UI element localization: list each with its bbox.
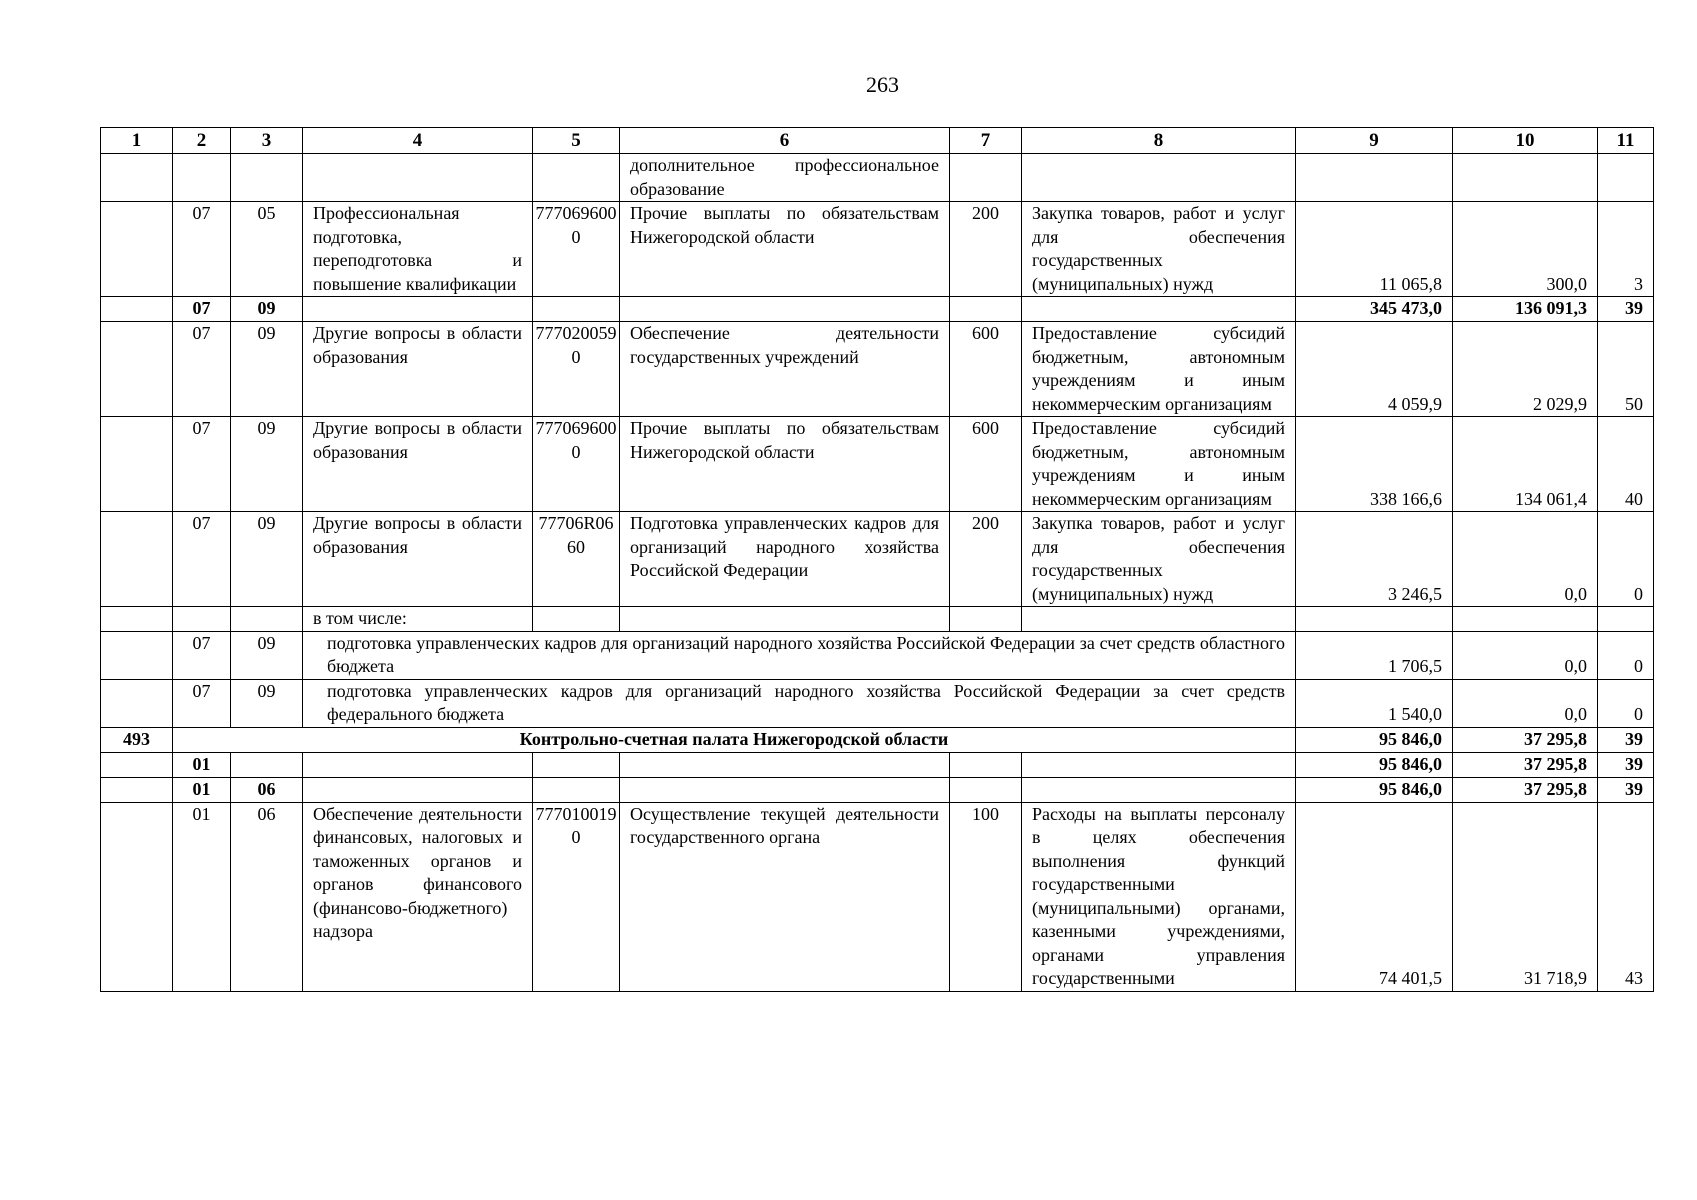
page-number: 263: [866, 72, 899, 97]
cell-section: 01: [173, 802, 231, 991]
cell-percent: 3: [1598, 202, 1654, 297]
cell-actual: 0,0: [1453, 631, 1598, 679]
subtotal-row: [101, 297, 1654, 322]
cell-description: Прочие выплаты по обязательствам Нижегородской области: [620, 202, 950, 297]
cell-expense-name: Закупка товаров, работ и услуг для обеспечения государственных (муниципальных) нужд: [1022, 202, 1296, 297]
cell-target-code: 7770696000: [533, 202, 620, 297]
cell-actual: 37 295,8: [1453, 777, 1598, 802]
cell-subsection: 09: [231, 631, 303, 679]
cell-actual: 134 061,4: [1453, 417, 1598, 512]
col-header-1: 1: [101, 128, 173, 154]
cell-name: Обеспечение деятельности финансовых, налоговых и таможенных органов и органов финансового (финансово-бюджетного) надзора: [303, 802, 533, 991]
cell-section: 07: [173, 631, 231, 679]
cell-expense-name: Расходы на выплаты персоналу в целях обеспечения выполнения функций государственными (муниципальными) органами, казенными учреждениями, органами управления государственными: [1022, 802, 1296, 991]
cell-section: 01: [173, 777, 231, 802]
cell-percent: 40: [1598, 417, 1654, 512]
header-row: [101, 128, 1654, 154]
cell-actual: 136 091,3: [1453, 297, 1598, 322]
cell-plan: 338 166,6: [1296, 417, 1453, 512]
table-row: [101, 512, 1654, 607]
cell-subsection: 09: [231, 679, 303, 727]
cell-percent: 0: [1598, 512, 1654, 607]
cell-section: 07: [173, 679, 231, 727]
cell-plan: 11 065,8: [1296, 202, 1453, 297]
table-row: [101, 154, 1654, 202]
subtotal-row: [101, 777, 1654, 802]
cell-plan: 1 706,5: [1296, 631, 1453, 679]
cell-expense-type: 600: [950, 417, 1022, 512]
cell-expense-name: Предоставление субсидий бюджетным, автономным учреждениям и иным некоммерческим организациям: [1022, 417, 1296, 512]
cell-subsection: 09: [231, 512, 303, 607]
table-row: [101, 679, 1654, 727]
table-row: [101, 417, 1654, 512]
cell-percent: 50: [1598, 322, 1654, 417]
cell-plan: 3 246,5: [1296, 512, 1453, 607]
cell-percent: 39: [1598, 297, 1654, 322]
cell-plan: 345 473,0: [1296, 297, 1453, 322]
cell-including-item: подготовка управленческих кадров для организаций народного хозяйства Российской Федерации за счет средств федерального бюджета: [303, 679, 1296, 727]
organization-row: [101, 727, 1654, 752]
cell-target-code: 7770200590: [533, 322, 620, 417]
cell-actual: 31 718,9: [1453, 802, 1598, 991]
cell-plan: 95 846,0: [1296, 752, 1453, 777]
cell-plan: 95 846,0: [1296, 727, 1453, 752]
cell-section: 01: [173, 752, 231, 777]
cell-percent: 43: [1598, 802, 1654, 991]
col-header-4: 4: [303, 128, 533, 154]
col-header-6: 6: [620, 128, 950, 154]
cell-expense-type: 200: [950, 202, 1022, 297]
table-row: [101, 322, 1654, 417]
cell-plan: 1 540,0: [1296, 679, 1453, 727]
cell-description: Подготовка управленческих кадров для организаций народного хозяйства Российской Федерации: [620, 512, 950, 607]
cell-target-code: 77706R0660: [533, 512, 620, 607]
cell-section: 07: [173, 417, 231, 512]
cell-percent: 39: [1598, 752, 1654, 777]
col-header-11: 11: [1598, 128, 1654, 154]
cell-percent: 0: [1598, 679, 1654, 727]
table-row: [101, 802, 1654, 991]
col-header-3: 3: [231, 128, 303, 154]
col-header-7: 7: [950, 128, 1022, 154]
cell-plan: 74 401,5: [1296, 802, 1453, 991]
cell-plan: 95 846,0: [1296, 777, 1453, 802]
cell-subsection: 06: [231, 802, 303, 991]
cell-expense-type: 200: [950, 512, 1022, 607]
col-header-10: 10: [1453, 128, 1598, 154]
cell-section: 07: [173, 202, 231, 297]
cell-percent: 0: [1598, 631, 1654, 679]
cell-section: 07: [173, 512, 231, 607]
cell-actual: 0,0: [1453, 679, 1598, 727]
cell-subsection: 06: [231, 777, 303, 802]
table-row: [101, 607, 1654, 632]
cell-plan: 4 059,9: [1296, 322, 1453, 417]
cell-expense-name: Закупка товаров, работ и услуг для обеспечения государственных (муниципальных) нужд: [1022, 512, 1296, 607]
cell-org-code: 493: [101, 727, 173, 752]
cell-name: Профессиональная подготовка, переподготовка и повышение квалификации: [303, 202, 533, 297]
cell-percent: 39: [1598, 777, 1654, 802]
cell-subsection: 09: [231, 322, 303, 417]
cell-actual: 2 029,9: [1453, 322, 1598, 417]
cell-description: дополнительное профессиональное образование: [620, 154, 950, 202]
cell-section: 07: [173, 322, 231, 417]
cell-name: Другие вопросы в области образования: [303, 512, 533, 607]
cell-including-item: подготовка управленческих кадров для организаций народного хозяйства Российской Федерации за счет средств областного бюджета: [303, 631, 1296, 679]
cell-target-code: 7770696000: [533, 417, 620, 512]
subtotal-row: [101, 752, 1654, 777]
cell-subsection: 09: [231, 417, 303, 512]
cell-expense-type: 100: [950, 802, 1022, 991]
col-header-2: 2: [173, 128, 231, 154]
cell-subsection: 05: [231, 202, 303, 297]
cell-name: Другие вопросы в области образования: [303, 417, 533, 512]
budget-table: [100, 127, 1654, 992]
cell-description: Прочие выплаты по обязательствам Нижегородской области: [620, 417, 950, 512]
cell-target-code: 7770100190: [533, 802, 620, 991]
cell-description: Осуществление текущей деятельности государственного органа: [620, 802, 950, 991]
table-row: [101, 631, 1654, 679]
cell-org-title: Контрольно-счетная палата Нижегородской области: [173, 727, 1296, 752]
cell-actual: 37 295,8: [1453, 752, 1598, 777]
col-header-9: 9: [1296, 128, 1453, 154]
col-header-8: 8: [1022, 128, 1296, 154]
cell-subsection: 09: [231, 297, 303, 322]
cell-expense-name: Предоставление субсидий бюджетным, автономным учреждениям и иным некоммерческим организациям: [1022, 322, 1296, 417]
cell-actual: 0,0: [1453, 512, 1598, 607]
cell-name: Другие вопросы в области образования: [303, 322, 533, 417]
cell-including-label: в том числе:: [303, 607, 533, 632]
cell-section: 07: [173, 297, 231, 322]
col-header-5: 5: [533, 128, 620, 154]
table-row: [101, 202, 1654, 297]
cell-percent: 39: [1598, 727, 1654, 752]
cell-description: Обеспечение деятельности государственных учреждений: [620, 322, 950, 417]
cell-expense-type: 600: [950, 322, 1022, 417]
cell-actual: 300,0: [1453, 202, 1598, 297]
cell-actual: 37 295,8: [1453, 727, 1598, 752]
